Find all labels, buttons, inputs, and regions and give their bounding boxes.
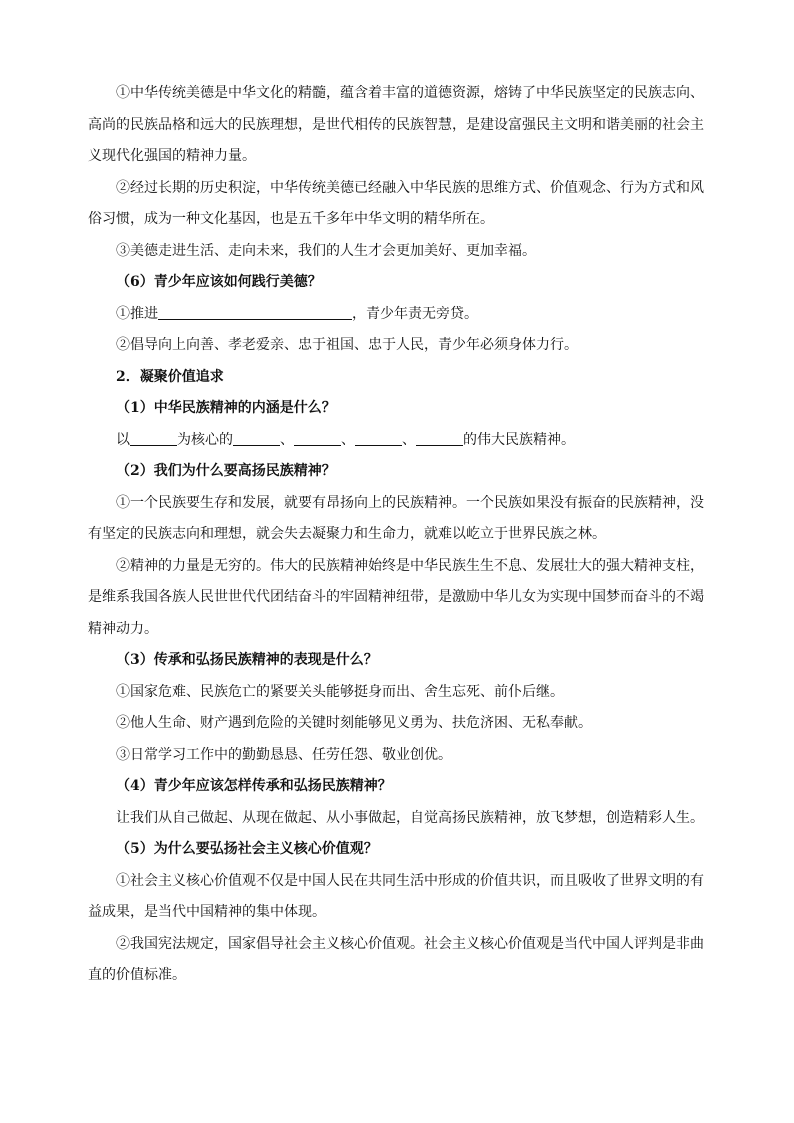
separator: 、 [280, 431, 294, 448]
paragraph: ③日常学习工作中的勤勤恳恳、任劳任怨、敬业创优。 [116, 746, 452, 763]
question-heading: （4）青少年应该怎样传承和弘扬民族精神？ [116, 778, 392, 794]
text-segment: 的伟大民族精神。 [463, 431, 575, 448]
paragraph: 让我们从自己做起、从现在做起、从小事做起，自觉高扬民族精神，放飞梦想，创造精彩人生。 [116, 809, 704, 826]
answer-blank[interactable] [416, 431, 463, 446]
paragraph: ②我国宪法规定，国家倡导社会主义核心价值观。社会主义核心价值观是当代中国人评判是非曲直的价值标准。 [88, 935, 704, 983]
paragraph: ①中华传统美德是中华文化的精髓，蕴含着丰富的道德资源，熔铸了中华民族坚定的民族志向、高尚的民族品格和远大的民族理想，是世代相传的民族智慧，是建设富强民主文明和谐美丽的社会主义现代化强国的精神力量。 [88, 85, 704, 164]
separator: 、 [402, 431, 416, 448]
paragraph: ②倡导向上向善、孝老爱亲、忠于祖国、忠于人民，青少年必须身体力行。 [116, 337, 578, 353]
paragraph: ②他人生命、财产遇到危险的关键时刻能够见义勇为、扶危济困、无私奉献。 [116, 715, 592, 731]
paragraph: ③美德走进生活、走向未来，我们的人生才会更加美好、更加幸福。 [116, 242, 536, 259]
question-heading: （1）中华民族精神的内涵是什么？ [116, 400, 336, 416]
paragraph: ①一个民族要生存和发展，就要有昂扬向上的民族精神。一个民族如果没有振奋的民族精神，没有坚定的民族志向和理想，就会失去凝聚力和生命力，就难以屹立于世界民族之林。 [88, 494, 704, 542]
answer-blank[interactable] [294, 431, 341, 446]
paragraph: ②经过长期的历史积淀，中华传统美德已经融入中华民族的思维方式、价值观念、行为方式和风俗习惯，成为一种文化基因，也是五千多年中华文明的精华所在。 [88, 179, 704, 227]
text-segment: ①推进 [116, 305, 158, 322]
question-heading: （2）我们为什么要高扬民族精神？ [116, 463, 336, 479]
fill-in-paragraph [88, 299, 706, 331]
question-heading: （5）为什么要弘扬社会主义核心价值观？ [116, 841, 378, 857]
paragraph: ①社会主义核心价值观不仅是中国人民在共同生活中形成的价值共识，而且吸收了世界文明的有益成果，是当代中国精神的集中体现。 [88, 872, 704, 920]
question-heading: （6）青少年应该如何践行美德？ [116, 274, 322, 290]
text-segment: 为核心的 [177, 431, 233, 448]
text-segment: 以 [116, 431, 130, 448]
question-heading: （3）传承和弘扬民族精神的表现是什么？ [116, 652, 378, 668]
answer-blank[interactable] [130, 431, 177, 446]
paragraph: ①国家危难、民族危亡的紧要关头能够挺身而出、舍生忘死、前仆后继。 [116, 683, 564, 700]
fill-in-paragraph [88, 425, 706, 457]
answer-blank[interactable] [233, 431, 280, 446]
answer-blank[interactable] [355, 431, 402, 446]
section-heading: 2．凝聚价值追求 [116, 368, 224, 385]
separator: 、 [341, 431, 355, 448]
text-segment: ，青少年责无旁贷。 [352, 305, 478, 322]
answer-blank[interactable] [158, 305, 352, 320]
paragraph: ②精神的力量是无穷的。伟大的民族精神始终是中华民族生生不息、发展壮大的强大精神支柱，是维系我国各族人民世世代代团结奋斗的牢固精神纽带，是激励中华儿女为实现中国梦而奋斗的不竭精神动力。 [88, 557, 704, 637]
